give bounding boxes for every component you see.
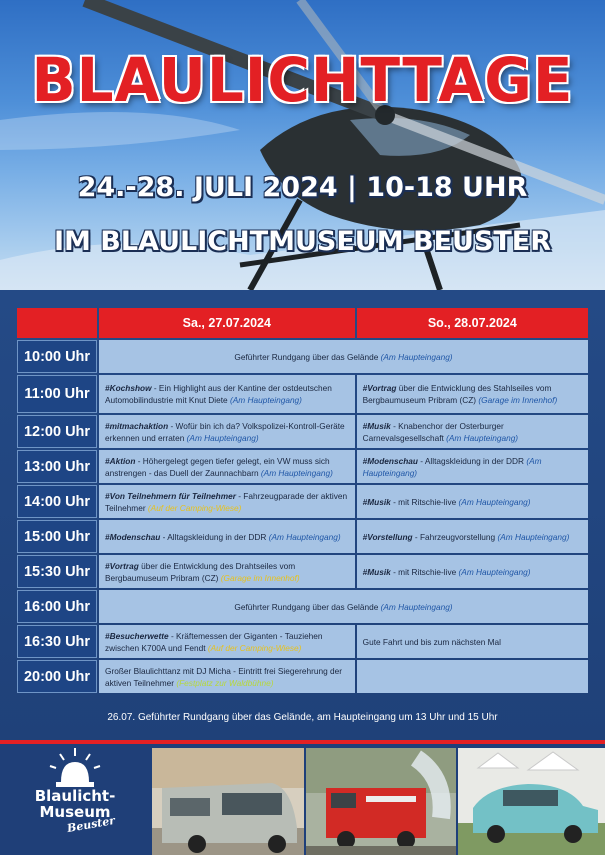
schedule-section bbox=[0, 290, 605, 740]
event-cell bbox=[99, 625, 355, 658]
event-tag: #Musik bbox=[362, 420, 391, 431]
footnote: 26.07. Geführter Rundgang über das Gelände, am Haupteingang um 13 Uhr und 15 Uhr bbox=[107, 712, 498, 723]
museum-logo bbox=[0, 744, 150, 855]
event-location: (Am Haupteingang) bbox=[362, 455, 542, 478]
time-cell: 20:00 Uhr bbox=[17, 660, 97, 693]
event-location: (Am Haupteingang) bbox=[229, 395, 302, 405]
event-tag: #Kochshow bbox=[105, 383, 152, 393]
header-sunday: So., 28.07.2024 bbox=[357, 308, 588, 338]
event-cell-both-days bbox=[99, 590, 588, 623]
event-cell bbox=[357, 415, 588, 448]
event-cell bbox=[99, 660, 355, 693]
event-tag: #Modenschau bbox=[362, 455, 418, 466]
event-cell bbox=[357, 660, 588, 693]
event-location: (Am Haupteingang) bbox=[186, 432, 259, 443]
table-row bbox=[17, 660, 588, 693]
event-cell bbox=[357, 555, 588, 588]
event-text: Großer Blaulichttanz mit DJ Micha - Eintritt frei Siegerehrung der aktiven Teilnehmer bbox=[105, 665, 343, 688]
time-cell: 10:00 Uhr bbox=[17, 340, 97, 373]
event-location: IM BLAULICHTMUSEUM BEUSTER bbox=[53, 226, 552, 257]
event-date: 24.-28. JULI 2024 | 10-18 UHR bbox=[77, 172, 528, 203]
event-tag: #Vortrag bbox=[362, 383, 397, 393]
event-text: - Alltagskleidung in der DDR bbox=[417, 455, 527, 466]
header-blank bbox=[17, 308, 97, 338]
event-location: (Am Haupteingang) bbox=[268, 531, 341, 542]
event-text: Geführter Rundgang über das Gelände bbox=[234, 601, 381, 612]
event-location: (Am Haupteingang) bbox=[458, 566, 531, 577]
page-title: BLAULICHTTAGE bbox=[31, 44, 574, 116]
event-tag: #mitmachaktion bbox=[105, 420, 169, 431]
table-row bbox=[17, 415, 588, 448]
event-location: (Garage im Innenhof) bbox=[220, 572, 300, 583]
event-location: (Am Haupteingang) bbox=[380, 601, 453, 612]
event-tag: #Modenschau bbox=[105, 531, 161, 542]
time-cell: 15:00 Uhr bbox=[17, 520, 97, 553]
event-tag: #Aktion bbox=[105, 455, 136, 466]
event-location: (Auf der Camping-Wiese) bbox=[147, 502, 242, 513]
event-cell bbox=[99, 415, 355, 448]
event-cell bbox=[357, 375, 588, 413]
van-photo bbox=[152, 748, 304, 855]
table-row bbox=[17, 520, 588, 553]
logo-text: Blaulicht- Museum bbox=[34, 787, 116, 821]
event-text: Geführter Rundgang über das Gelände bbox=[234, 351, 381, 362]
event-text: - Fahrzeugparade der aktiven Teilnehmer bbox=[105, 490, 348, 513]
event-text: - Ein Highlight aus der Kantine der ostdeutschen Automobilindustrie mit Knut Diete bbox=[105, 383, 332, 405]
event-text: - mit Ritschie-live bbox=[390, 566, 459, 577]
table-row bbox=[17, 555, 588, 588]
event-text: über die Entwicklung des Stahlseiles vom Bergbaumuseum Pribram (CZ) bbox=[362, 383, 552, 405]
event-location: (Am Haupteingang) bbox=[380, 351, 453, 362]
table-row bbox=[17, 485, 588, 518]
table-row bbox=[17, 625, 588, 658]
event-cell bbox=[99, 520, 355, 553]
event-location: (Am Haupteingang) bbox=[458, 496, 531, 507]
event-text: Gute Fahrt und bis zum nächsten Mal bbox=[362, 636, 501, 647]
event-text: - Wofür bin ich da? Volkspolizei-Kontroll-Geräte erkennen und erraten bbox=[105, 420, 345, 443]
table-row bbox=[17, 375, 588, 413]
event-tag: #Vorstellung bbox=[362, 531, 413, 542]
fire-truck-photo bbox=[306, 748, 456, 855]
time-cell: 16:00 Uhr bbox=[17, 590, 97, 623]
event-text: über die Entwicklung des Drahtseiles vom Bergbaumuseum Pribram (CZ) bbox=[105, 560, 296, 583]
event-cell-both-days bbox=[99, 340, 588, 373]
table-header-row bbox=[17, 308, 588, 338]
event-cell bbox=[357, 485, 588, 518]
table-row bbox=[17, 590, 588, 623]
table-row bbox=[17, 340, 588, 373]
event-cell bbox=[357, 450, 588, 483]
event-tag: #Von Teilnehmern für Teilnehmer bbox=[105, 490, 236, 501]
hero-banner bbox=[0, 0, 605, 290]
event-location: (Am Haupteingang) bbox=[446, 432, 519, 443]
logo-script: Beuster bbox=[66, 813, 116, 836]
event-text: - Fahrzeugvorstellung bbox=[412, 531, 498, 542]
event-cell bbox=[99, 555, 355, 588]
event-cell bbox=[99, 485, 355, 518]
event-text: - mit Ritschie-live bbox=[390, 496, 459, 507]
footer bbox=[0, 740, 605, 855]
event-cell bbox=[357, 625, 588, 658]
event-tag: #Vortrag bbox=[105, 560, 139, 571]
table-row bbox=[17, 450, 588, 483]
event-location: (Am Haupteingang) bbox=[260, 467, 333, 478]
event-cell bbox=[99, 450, 355, 483]
time-cell: 11:00 Uhr bbox=[17, 375, 97, 413]
event-location: (Auf der Camping-Wiese) bbox=[207, 642, 302, 653]
schedule-table bbox=[15, 306, 590, 695]
time-cell: 16:30 Uhr bbox=[17, 625, 97, 658]
time-cell: 13:00 Uhr bbox=[17, 450, 97, 483]
event-text: - Höhergelegt gegen tiefer gelegt, ein VW muss sich anstrengen - das Duell der Zaunnachbarn bbox=[105, 455, 330, 478]
event-tag: #Musik bbox=[362, 566, 391, 577]
trabant-photo bbox=[458, 748, 605, 855]
event-location: (Am Haupteingang) bbox=[497, 531, 570, 542]
event-cell bbox=[99, 375, 355, 413]
time-cell: 15:30 Uhr bbox=[17, 555, 97, 588]
header-saturday: Sa., 27.07.2024 bbox=[99, 308, 355, 338]
event-text: - Knabenchor der Osterburger Carnevalsgesellschaft bbox=[362, 420, 504, 443]
event-text: - Kräftemessen der Giganten - Tauziehen zwischen K700A und Fendt bbox=[105, 630, 323, 653]
event-location: (Festplatz zur Waldbühne) bbox=[176, 677, 274, 688]
event-cell bbox=[357, 520, 588, 553]
event-tag: #Besucherwette bbox=[105, 630, 169, 641]
event-text: - Alltagskleidung in der DDR bbox=[160, 531, 269, 542]
time-cell: 12:00 Uhr bbox=[17, 415, 97, 448]
event-location: (Garage im Innenhof) bbox=[478, 395, 558, 405]
event-tag: #Musik bbox=[362, 496, 391, 507]
time-cell: 14:00 Uhr bbox=[17, 485, 97, 518]
